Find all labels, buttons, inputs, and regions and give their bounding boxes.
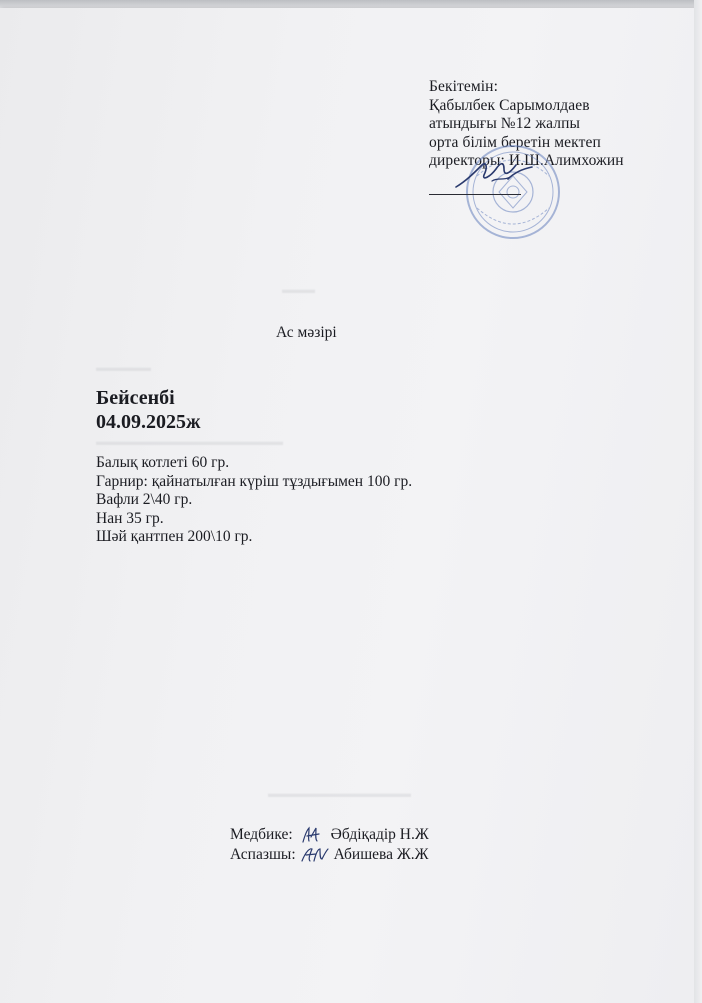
weekday: Бейсенбі bbox=[96, 387, 175, 409]
show-through-mark: ▬▬▬▬▬▬▬▬▬▬▬▬▬ bbox=[268, 788, 411, 800]
show-through-mark: ▬▬▬ bbox=[282, 284, 315, 296]
menu-items bbox=[96, 454, 412, 547]
approval-line: директоры: И.Ш.Алимхожин bbox=[429, 152, 624, 170]
cook-row bbox=[230, 845, 429, 865]
approval-line: атындығы №12 жалпы bbox=[429, 115, 581, 133]
cook-signature bbox=[298, 845, 332, 865]
menu-item: Шәй қантпен 200\10 гр. bbox=[96, 528, 253, 546]
staff-block bbox=[230, 825, 429, 865]
menu-item: Балық котлеті 60 гр. bbox=[96, 454, 230, 471]
show-through-mark: ▬▬▬▬▬ bbox=[96, 362, 151, 374]
cook-name: Абишева Ж.Ж bbox=[333, 846, 429, 863]
menu-title: Ас мәзірі bbox=[276, 324, 337, 341]
menu-item: Вафли 2\40 гр. bbox=[96, 491, 193, 509]
director-signature bbox=[452, 151, 536, 195]
approval-line: Бекітемін: bbox=[429, 78, 498, 95]
background-edge-right bbox=[694, 0, 702, 1003]
background-edge-top bbox=[0, 0, 702, 8]
approval-line: орта білім беретін мектеп bbox=[429, 133, 601, 151]
show-through-mark: ▬▬▬▬▬▬▬▬▬▬▬▬▬▬▬▬▬ bbox=[96, 436, 283, 448]
date: 04.09.2025ж bbox=[96, 411, 201, 433]
cook-label: Аспазшы: bbox=[230, 846, 296, 863]
menu-item: Нан 35 гр. bbox=[96, 509, 164, 527]
day-heading bbox=[96, 386, 201, 434]
nurse-signature bbox=[295, 825, 329, 845]
nurse-label: Медбике: bbox=[230, 826, 293, 843]
menu-item: Гарнир: қайнатылған күріш тұздығымен 100 гр. bbox=[96, 472, 413, 490]
signature-line bbox=[429, 194, 521, 195]
nurse-name: Әбдіқадір Н.Ж bbox=[330, 826, 429, 843]
approval-line: Қабылбек Сарымолдаев bbox=[429, 96, 590, 114]
nurse-row bbox=[230, 825, 429, 845]
